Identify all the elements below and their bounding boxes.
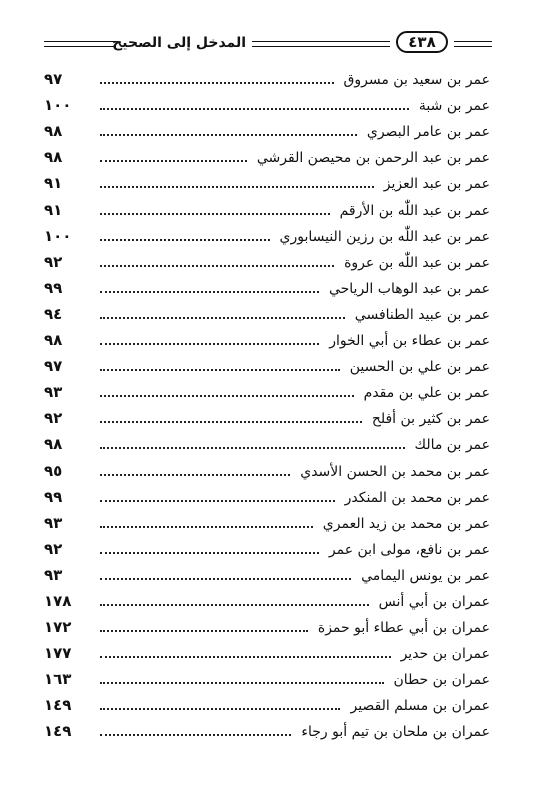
entry-page-number: ٩٧ xyxy=(44,357,63,376)
entry-page-number: ٩٤ xyxy=(44,304,63,323)
entry-name: عمران بن حطان xyxy=(393,672,490,689)
entry-page-number: ٩٥ xyxy=(44,461,63,480)
entry-name: عمران بن مسلم القصير xyxy=(350,698,490,715)
dot-leader xyxy=(100,552,319,554)
header-rule-middle xyxy=(252,41,390,47)
index-entry xyxy=(44,118,490,144)
entry-name: عمر بن عبد الرحمن بن محيصن القرشي xyxy=(256,150,490,167)
dot-leader xyxy=(100,108,409,110)
index-entry xyxy=(44,431,490,457)
entry-page-number: ٩٨ xyxy=(44,148,63,167)
entry-page-number: ٩٨ xyxy=(44,122,63,141)
entry-page-number: ٩٨ xyxy=(44,331,63,350)
dot-leader xyxy=(100,421,362,423)
dot-leader xyxy=(100,500,335,502)
entry-name: عمر بن عبد العزيز xyxy=(383,176,490,193)
index-entry xyxy=(44,379,490,405)
entry-name: عمران بن ملحان بن تيم أبو رجاء xyxy=(301,724,490,741)
entry-name: عمر بن عامر البصري xyxy=(366,124,490,141)
entry-name: عمر بن نافع، مولى ابن عمر xyxy=(328,541,490,558)
index-entry xyxy=(44,640,490,666)
index-entry xyxy=(44,275,490,301)
entry-name: عمر بن كثير بن أفلح xyxy=(371,411,490,428)
entry-page-number: ١٠٠ xyxy=(44,96,72,115)
entry-name: عمر بن محمد بن زيد العمري xyxy=(322,515,490,532)
entry-page-number: ٩٣ xyxy=(44,513,63,532)
entry-name: عمر بن محمد بن الحسن الأسدي xyxy=(300,463,490,480)
entry-name: عمران بن أبي أنس xyxy=(378,593,490,610)
entry-name: عمر بن علي بن مقدم xyxy=(363,385,490,402)
entry-page-number: ٩٣ xyxy=(44,565,63,584)
entry-name: عمران بن أبي عطاء أبو حمزة xyxy=(317,620,490,637)
dot-leader xyxy=(100,186,374,188)
entry-page-number: ٩٧ xyxy=(44,70,63,89)
entry-page-number: ٩٢ xyxy=(44,539,63,558)
dot-leader xyxy=(100,447,405,449)
entry-name: عمر بن محمد بن المنكدر xyxy=(344,489,490,506)
entry-page-number: ٩١ xyxy=(44,174,63,193)
entry-page-number: ٩٩ xyxy=(44,487,63,506)
index-entry xyxy=(44,405,490,431)
dot-leader xyxy=(100,265,334,267)
entry-page-number: ١٧٧ xyxy=(44,644,72,663)
entry-page-number: ١٧٢ xyxy=(44,618,72,637)
entry-page-number: ٩٨ xyxy=(44,435,63,454)
dot-leader xyxy=(100,291,319,293)
dot-leader xyxy=(100,82,334,84)
dot-leader xyxy=(100,395,354,397)
dot-leader xyxy=(100,317,345,319)
dot-leader xyxy=(100,474,290,476)
dot-leader xyxy=(100,604,369,606)
entry-name: عمر بن عبد اللّٰه بن رزين النيسابوري xyxy=(279,228,490,245)
entry-page-number: ٩٩ xyxy=(44,278,63,297)
entry-name: عمر بن يونس اليمامي xyxy=(361,567,490,584)
entry-name: عمر بن عطاء بن أبي الخوار xyxy=(329,333,490,350)
index-entry xyxy=(44,484,490,510)
dot-leader xyxy=(100,160,247,162)
entry-name: عمر بن علي بن الحسين xyxy=(349,359,490,376)
index-entry xyxy=(44,536,490,562)
dot-leader xyxy=(100,578,351,580)
dot-leader xyxy=(100,656,391,658)
index-entry xyxy=(44,562,490,588)
index-entry xyxy=(44,666,490,692)
dot-leader xyxy=(100,343,319,345)
index-list xyxy=(44,66,490,744)
entry-name: عمر بن عبد اللّٰه بن عروة xyxy=(344,254,490,271)
index-entry xyxy=(44,92,490,118)
entry-name: عمر بن مالك xyxy=(414,437,490,454)
entry-name: عمر بن سعيد بن مسروق xyxy=(343,72,490,89)
dot-leader xyxy=(100,239,270,241)
dot-leader xyxy=(100,708,340,710)
index-entry xyxy=(44,718,490,744)
index-entry xyxy=(44,249,490,275)
dot-leader xyxy=(100,369,340,371)
index-entry xyxy=(44,692,490,718)
dot-leader xyxy=(100,682,384,684)
entry-page-number: ١٤٩ xyxy=(44,722,72,741)
index-entry xyxy=(44,353,490,379)
entry-page-number: ٩١ xyxy=(44,200,63,219)
entry-page-number: ١٧٨ xyxy=(44,591,72,610)
index-entry xyxy=(44,588,490,614)
index-entry xyxy=(44,144,490,170)
book-title: المدخل إلى الصحيح xyxy=(112,35,246,51)
entry-page-number: ١٤٩ xyxy=(44,696,72,715)
page-number: ٤٣٨ xyxy=(396,31,448,53)
entry-page-number: ٩٣ xyxy=(44,383,63,402)
dot-leader xyxy=(100,134,357,136)
entry-page-number: ١٠٠ xyxy=(44,226,72,245)
index-entry xyxy=(44,170,490,196)
header-rule-left xyxy=(44,41,116,47)
index-entry xyxy=(44,327,490,353)
entry-page-number: ٩٢ xyxy=(44,409,63,428)
running-header xyxy=(44,30,492,56)
index-entry xyxy=(44,223,490,249)
entry-page-number: ١٦٣ xyxy=(44,670,72,689)
entry-name: عمر بن عبيد الطنافسي xyxy=(354,306,490,323)
index-entry xyxy=(44,301,490,327)
dot-leader xyxy=(100,213,330,215)
dot-leader xyxy=(100,734,291,736)
index-entry xyxy=(44,66,490,92)
entry-page-number: ٩٢ xyxy=(44,252,63,271)
index-entry xyxy=(44,457,490,483)
index-entry xyxy=(44,196,490,222)
index-entry xyxy=(44,510,490,536)
entry-name: عمر بن عبد اللّٰه بن الأرقم xyxy=(339,202,490,219)
dot-leader xyxy=(100,526,313,528)
entry-name: عمر بن عبد الوهاب الرياحي xyxy=(328,280,490,297)
entry-name: عمران بن حدير xyxy=(400,646,490,663)
index-entry xyxy=(44,614,490,640)
dot-leader xyxy=(100,630,308,632)
header-rule-right xyxy=(454,41,492,47)
entry-name: عمر بن شبة xyxy=(418,98,490,115)
